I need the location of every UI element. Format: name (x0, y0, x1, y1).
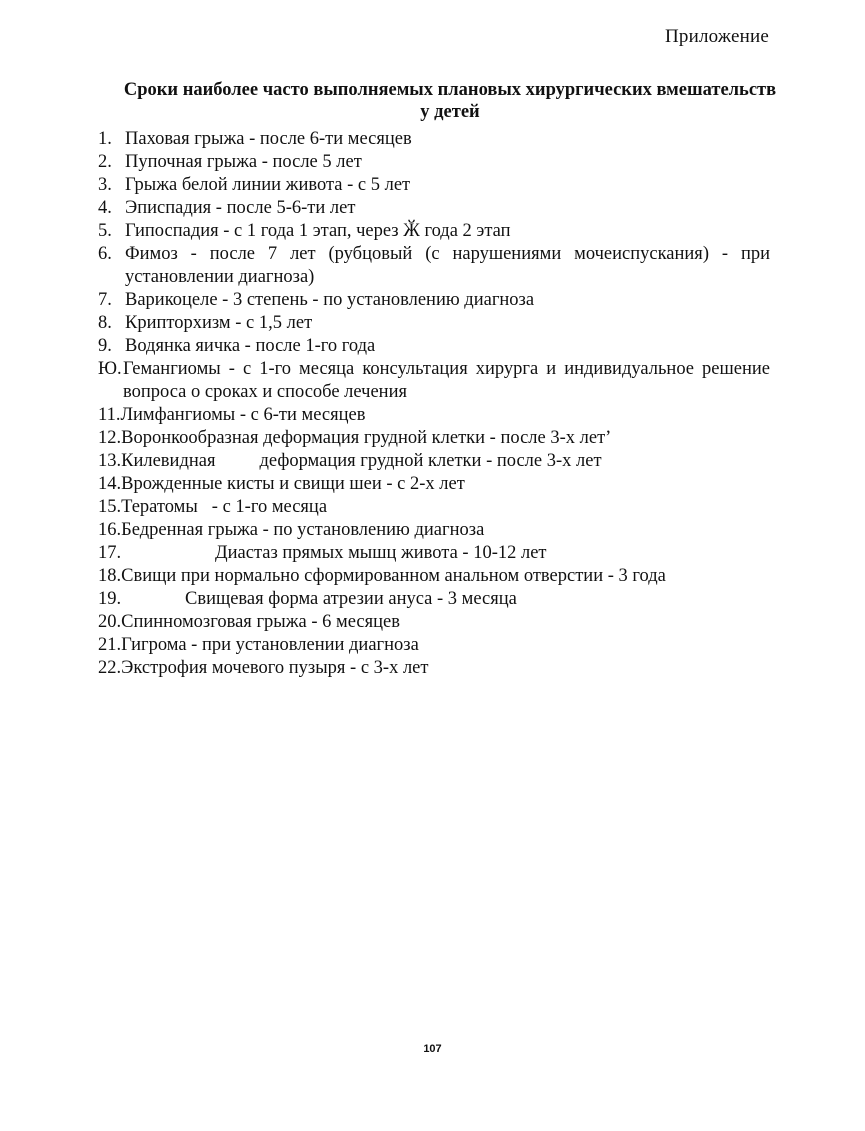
item-number: 17. (98, 543, 122, 563)
page-number: 107 (423, 1043, 442, 1055)
document-title: Сроки наиболее часто выполняемых плановых хирургических вмешательств у детей (123, 80, 777, 122)
list-item (98, 519, 770, 542)
item-number: Ю. (98, 359, 122, 379)
list-item (98, 289, 770, 312)
item-text: Воронкообразная деформация грудной клетки - после 3-х лет’ (121, 428, 612, 448)
list-item (98, 565, 770, 588)
item-number: 3. (98, 175, 112, 195)
item-text: Пупочная грыжа - после 5 лет (125, 152, 362, 172)
item-number: 20. (98, 612, 122, 632)
item-text-part: Диастаз прямых мышц живота - 10-12 лет (215, 543, 547, 563)
item-text: Крипторхизм - с 1,5 лет (125, 313, 313, 333)
item-number: 14. (98, 474, 122, 494)
list-item (98, 151, 770, 174)
item-text (121, 496, 770, 519)
item-text: Грыжа белой линии живота - с 5 лет (125, 175, 411, 195)
item-text: Спинномозговая грыжа - 6 месяцев (121, 612, 400, 632)
list-item (98, 197, 770, 220)
item-text-part: - с 1-го месяца (211, 497, 328, 517)
item-text-part: деформация грудной клетки - после 3-х лет (259, 451, 602, 471)
item-number: 12. (98, 428, 122, 448)
item-number: 4. (98, 198, 112, 218)
list-item (98, 542, 770, 565)
list-item (98, 634, 770, 657)
list-item (98, 588, 770, 611)
item-text: Лимфангиомы - с 6-ти месяцев (120, 405, 366, 425)
item-number: 18. (98, 566, 122, 586)
item-number: 16. (98, 520, 122, 540)
item-text (125, 588, 770, 611)
list-item (98, 128, 770, 151)
item-number: 22. (98, 658, 122, 678)
item-number: 9. (98, 336, 112, 356)
appendix-label: Приложение (665, 26, 769, 47)
list-item (98, 473, 770, 496)
item-text-part: Свищевая форма атрезии ануса - 3 месяца (185, 589, 517, 609)
item-text-part: Килевидная (121, 451, 216, 471)
item-text: Варикоцеле - 3 степень - по установлению диагноза (125, 290, 535, 310)
item-number: 19. (98, 589, 122, 609)
item-number: 6. (98, 244, 112, 264)
surgery-timing-list (98, 128, 770, 680)
item-text: Гипоспадия - с 1 года 1 этап, через Ӂ года 2 этап (125, 221, 511, 241)
item-number: 11. (98, 405, 121, 425)
item-text: Гигрома - при установлении диагноза (121, 635, 419, 655)
item-text: Врожденные кисты и свищи шеи - с 2-х лет (121, 474, 465, 494)
item-number: 13. (98, 451, 122, 471)
item-number: 1. (98, 129, 112, 149)
item-text: Гемангиомы - с 1-го месяца консультация хирурга и индивидуальное решение вопроса о сроках и способе лечения (123, 359, 770, 402)
list-item (98, 335, 770, 358)
item-number: 7. (98, 290, 112, 310)
item-text: Водянка яичка - после 1-го года (125, 336, 376, 356)
list-item (98, 496, 770, 519)
list-item (98, 611, 770, 634)
item-text: Бедренная грыжа - по установлению диагноза (121, 520, 485, 540)
list-item (98, 312, 770, 335)
list-item (98, 450, 770, 473)
list-item (98, 358, 770, 404)
item-text: Паховая грыжа - после 6-ти месяцев (125, 129, 412, 149)
item-number: 2. (98, 152, 112, 172)
list-item (98, 427, 770, 450)
list-item (98, 220, 770, 243)
item-text: Эписпадия - после 5-6-ти лет (125, 198, 356, 218)
item-text: Экстрофия мочевого пузыря - с 3-х лет (121, 658, 429, 678)
item-text-part: Тератомы (121, 497, 198, 517)
list-item (98, 657, 770, 680)
list-item (98, 404, 770, 427)
item-number: 21. (98, 635, 122, 655)
list-item (98, 174, 770, 197)
item-number: 15. (98, 497, 122, 517)
item-number: 5. (98, 221, 112, 241)
item-text: Фимоз - после 7 лет (рубцовый (с нарушениями мочеиспускания) - при установлении диагноза) (125, 244, 770, 287)
list-item (98, 243, 770, 289)
item-text: Свищи при нормально сформированном анальном отверстии - 3 года (121, 566, 666, 586)
item-text (125, 542, 770, 565)
item-text (121, 450, 770, 473)
item-number: 8. (98, 313, 112, 333)
